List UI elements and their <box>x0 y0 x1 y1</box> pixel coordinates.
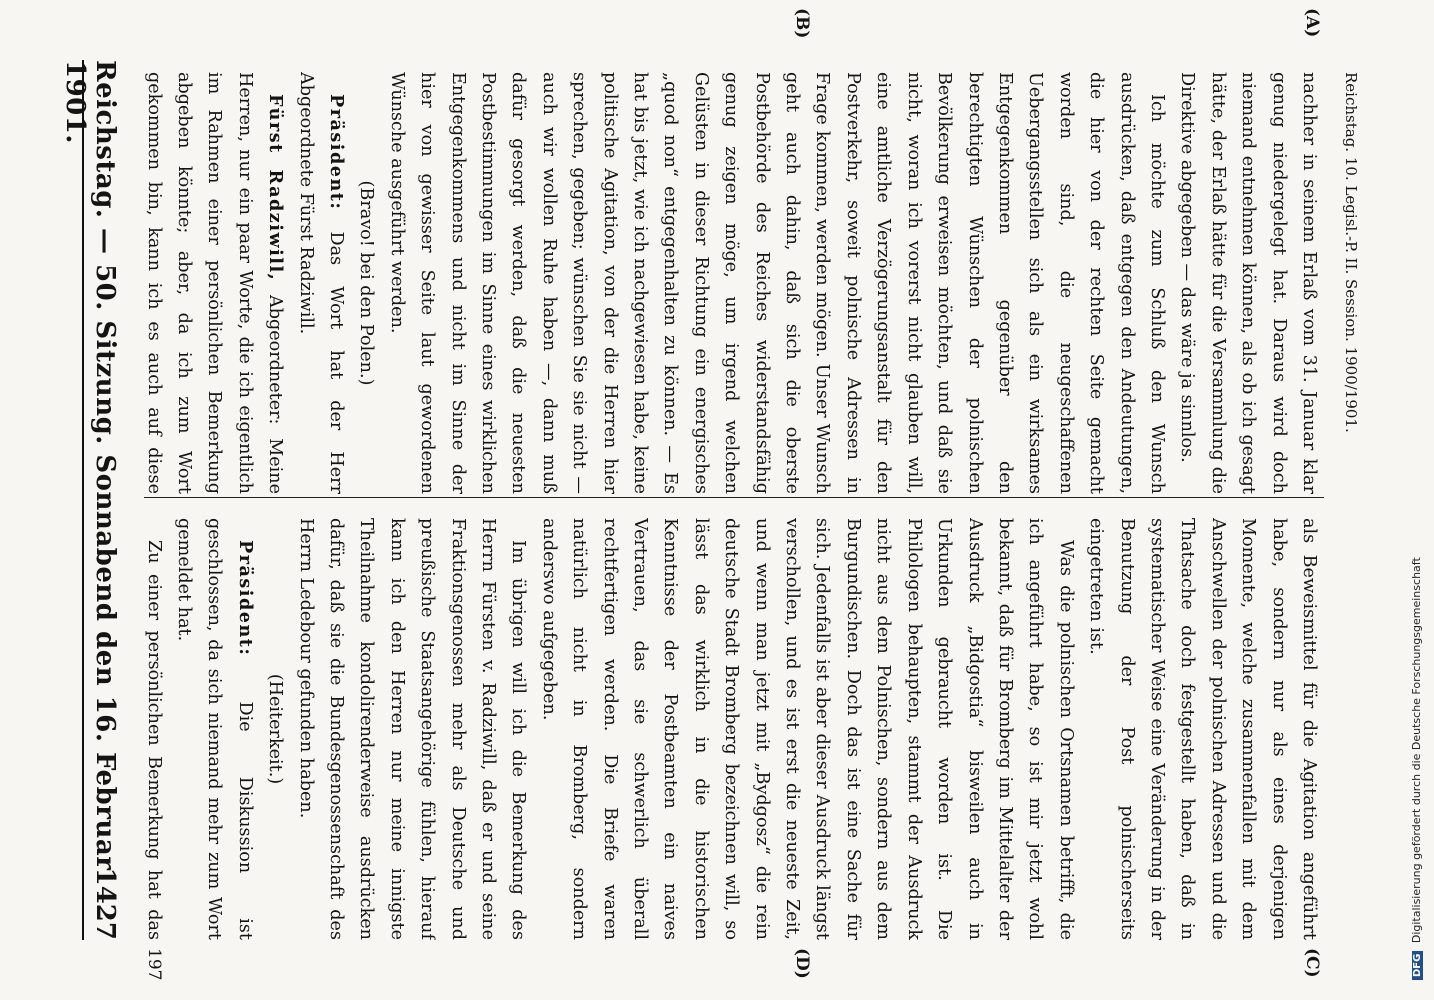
paragraph <box>1172 72 1324 494</box>
paragraph-text: Ich möchte zum Schluß den Wunsch ausdrücken, daß entgegen den Andeutungen, die hier von der rechten Seite gemacht worden sind, die neugeschaffenen Uebergangsstellen sich als ein wirksames Entgegenkommen gegenüber den berechtigten Wünschen der polnischen Bevölkerung erweisen möchten, und daß sie nicht, woran ich vorerst nicht glauben will, eine amtliche Verzögerungsanstalt für den Postverkehr, soweit polnische Adressen in Frage kommen, werden mögen. Unser Wunsch geht auch dahin, daß sich die oberste Postbehörde des Reiches widerstandsfähig genug zeigen möge, um irgend welchen Gelüsten in dieser Richtung ein energisches „quod non“ entgegenhalten zu können. — Es hat bis jetzt, wie ich nachgewiesen habe, keine politische Agitation, von der die Herren hier sprechen, gegeben; wünschen Sie sie nicht — auch wir wollen Ruhe haben —, dann muß dafür gesorgt werden, daß die neuesten Postbestimmungen im Sinne eines wirklichen Entgegenkommens und nicht im Sinne der hier von gewisser Seite laut gewordenen Wünsche ausgeführt werden. <box>386 72 1167 494</box>
paragraph <box>351 72 381 494</box>
text-column-left <box>134 72 1324 494</box>
paragraph <box>169 518 260 940</box>
footer-session-info: Reichstag. 10. Legisl.-P. II. Session. 1900/1901. <box>1342 72 1360 433</box>
paragraph <box>533 518 1080 940</box>
header-title: Reichstag. — 50. Sitzung. Sonnabend den 16. Februar 1901. <box>60 60 120 871</box>
page-signature: 197 <box>144 948 164 981</box>
paragraph-text: nachher in seinem Erlaß vom 31. Januar klar genug niedergelegt hat. Daraus wird doch niemand entnehmen können, als ob ich gesagt hätte, der Erlaß hätte für die Versammlung die Direktive abgegeben — das wäre ja sinnlos. <box>1177 72 1319 494</box>
margin-marker-c: (C) <box>1302 948 1322 978</box>
paragraph-text: Zu einer persönlichen Bemerkung hat das <box>143 540 164 940</box>
paragraph <box>290 72 351 494</box>
paragraph <box>134 518 169 940</box>
paragraph-text: Das Wort hat der Herr Abgeordnete Fürst Radziwill. <box>295 72 346 494</box>
paragraph <box>134 72 290 494</box>
margin-marker-a: (A) <box>1302 8 1322 38</box>
paragraph <box>260 518 290 940</box>
header-rule <box>82 60 84 940</box>
paragraph <box>1081 518 1324 940</box>
paragraph-text: Im übrigen will ich die Bemerkung des Herrn Fürsten v. Radziwill, daß er und seine Fraktionsgenossen mehr als Deutsche und preußische Staatsangehörige fühlen, hierauf kann ich den Herren nur meine innigste Theilnahme kondolirenderweise ausdrücken dafür, daß sie die Bundesgenossenschaft des Herrn Ledebour gefunden haben. <box>295 518 529 940</box>
digitization-credit-text: Digitalisierung gefördert durch die Deutsche Forschungsgemeinschaft <box>1410 557 1423 944</box>
running-header <box>60 60 126 940</box>
speaker-name: Präsident: <box>326 94 347 211</box>
paragraph-text: Abgeordneter: Meine Herren, nur ein paar Worte, die ich eigentlich im Rahmen einer persönlichen Bemerkung abgeben könnte; aber, da ich zum Wort gekommen bin, kann ich es auch auf diese <box>143 72 286 494</box>
paragraph-text: (Heiterkeit.) <box>265 673 286 785</box>
speaker-name: Präsident: <box>234 540 256 657</box>
paragraph-text: als Beweismittel für die Agitation angeführt habe, sondern nur als eines derjenigen Momente, welche zusammenfallen mit dem Anschwellen der polnischen Adressen und die Thatsache doch festgestellt haben, daß in systematischer Weise eine Veränderung in der Benutzung der Post polnischerseits eingetreten ist. <box>1086 518 1319 940</box>
margin-marker-b: (B) <box>792 8 812 39</box>
paragraph-text: (Bravo! bei den Polen.) <box>356 180 377 386</box>
column-divider <box>144 497 1324 498</box>
paragraph-text: Die Diskussion ist geschlossen, da sich niemand mehr zum Wort gemeldet hat. <box>173 518 255 940</box>
dfg-logo-icon: DFG <box>1412 951 1423 980</box>
digitization-credit <box>1410 0 1423 980</box>
speaker-name: Fürst Radziwill, <box>265 94 287 282</box>
paragraph <box>290 518 533 940</box>
paragraph-text: Was die polnischen Ortsnamen betrifft, die ich angeführt habe, so ist mir jetzt wohl bekannt, daß für Bromberg im Mittelalter der Ausdruck „Bidgostia“ bisweilen auch in Urkunden gebraucht worden ist. Die Philologen behaupten, stammt der Ausdruck nicht aus dem Polnischen, sondern aus dem Burgundischen. Doch das ist eine Sache für sich. Jedenfalls ist aber dieser Ausdruck längst verschollen, und es ist erst die neueste Zeit, und wenn man jetzt mit „Bydgosz“ die rein deutsche Stadt Bromberg bezeichnen will, so lässt das wirklich in die historischen Kenntnisse der Postbeamten ein naives Vertrauen, das sie schwerlich überall rechtfertigen werden. Die Briefe waren natürlich nicht in Bromberg, sondern anderswo aufgegeben. <box>538 518 1076 940</box>
text-column-right <box>134 518 1324 940</box>
margin-marker-d: (D) <box>792 948 812 979</box>
paragraph <box>381 72 1172 494</box>
header-page-number: 1427 <box>90 867 120 940</box>
